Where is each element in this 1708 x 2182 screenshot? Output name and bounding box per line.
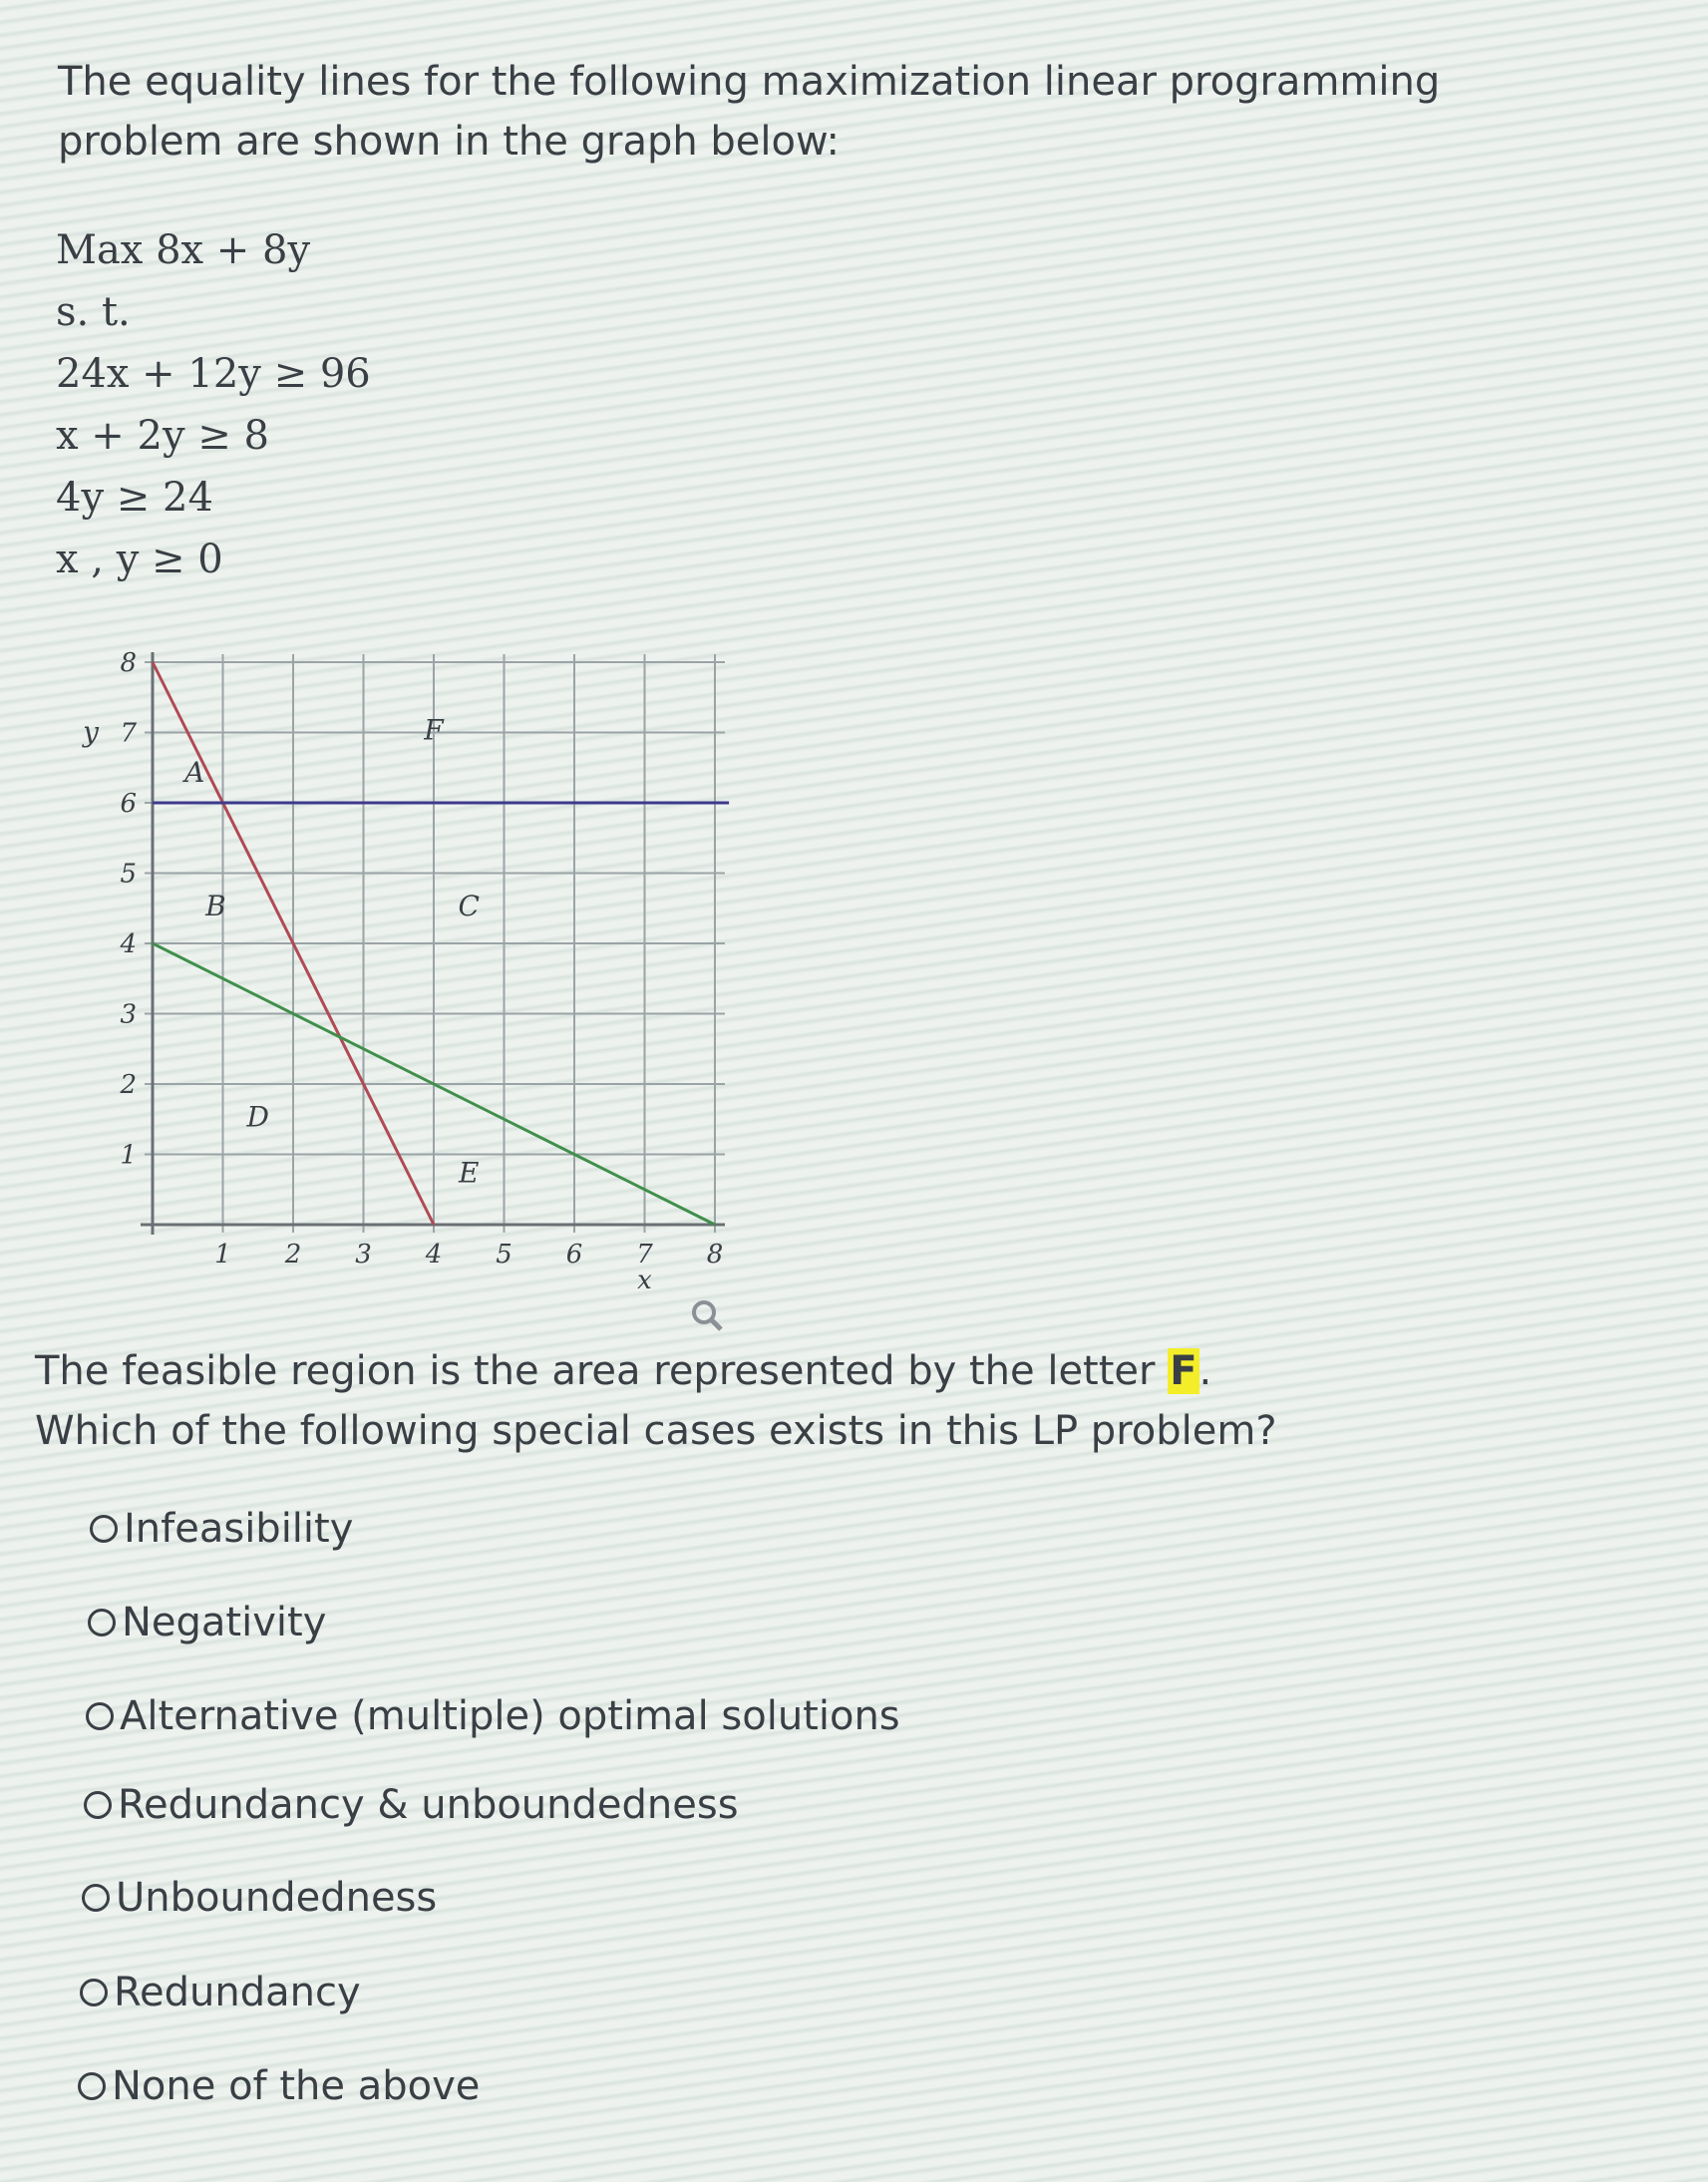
x-tick-label: 2 (284, 1240, 302, 1270)
radio-icon[interactable] (88, 1609, 116, 1636)
radio-icon[interactable] (78, 2072, 106, 2100)
option-label: Redundancy & unboundedness (118, 1782, 739, 1828)
option-redundancy-unboundedness[interactable] (84, 1782, 739, 1828)
option-label: Unboundedness (116, 1875, 438, 1921)
y-tick-label: 2 (120, 1070, 137, 1100)
radio-icon[interactable] (90, 1515, 118, 1543)
feasible-text: The feasible region is the area represented by the letter (35, 1348, 1169, 1394)
x-tick-label: 4 (425, 1240, 443, 1270)
subject-to: s. t. (56, 289, 131, 335)
region-label-f: F (424, 713, 444, 747)
option-label: None of the above (112, 2063, 481, 2109)
y-tick-label: 5 (120, 859, 137, 890)
region-label-e: E (459, 1156, 480, 1190)
x-tick-label: 1 (214, 1240, 231, 1270)
y-tick-label: 4 (120, 929, 137, 959)
region-label-a: A (184, 755, 205, 789)
y-axis-label: y (83, 715, 99, 749)
region-label-b: B (205, 889, 226, 922)
question-intro: The equality lines for the following maximization linear programming problem are shown in the graph below: (58, 59, 1441, 165)
x-tick-label: 8 (706, 1240, 724, 1270)
region-label-c: C (458, 889, 480, 922)
radio-icon[interactable] (86, 1702, 114, 1730)
option-negativity[interactable] (88, 1600, 326, 1645)
option-label: Alternative (multiple) optimal solutions (120, 1693, 900, 1739)
constraint-1: 24x + 12y ≥ 96 (56, 351, 371, 397)
feasible-letter: F (1170, 1348, 1197, 1394)
radio-icon[interactable] (84, 1791, 112, 1819)
nonnegativity: x , y ≥ 0 (56, 537, 223, 582)
region-label-d: D (246, 1100, 269, 1134)
x-tick-label: 5 (496, 1240, 512, 1270)
y-tick-label: 3 (120, 999, 137, 1030)
option-alternative-optimal[interactable] (86, 1693, 900, 1739)
option-none[interactable] (78, 2063, 480, 2109)
constraint-2: x + 2y ≥ 8 (56, 413, 269, 459)
x-tick-label: 7 (636, 1240, 653, 1270)
period: . (1198, 1348, 1212, 1394)
option-infeasibility[interactable] (90, 1506, 353, 1552)
radio-icon[interactable] (80, 1979, 108, 2006)
option-label: Redundancy (114, 1970, 361, 2015)
y-tick-label: 1 (120, 1140, 137, 1171)
option-label: Infeasibility (124, 1506, 354, 1552)
constraint-3: 4y ≥ 24 (56, 475, 213, 521)
objective: Max 8x + 8y (56, 227, 311, 273)
x-tick-label: 6 (565, 1240, 583, 1270)
question-prompt: Which of the following special cases exists in this LP problem? (35, 1408, 1277, 1454)
y-tick-label: 8 (120, 648, 137, 678)
magnifier-icon[interactable] (688, 1296, 728, 1336)
lp-graph (60, 638, 758, 1296)
y-tick-label: 7 (120, 718, 137, 749)
feasible-statement (35, 1348, 1211, 1394)
option-label: Negativity (122, 1600, 327, 1645)
option-unboundedness[interactable] (82, 1875, 437, 1921)
x-tick-label: 3 (355, 1240, 372, 1270)
radio-icon[interactable] (82, 1884, 110, 1912)
x-axis-label: x (637, 1266, 652, 1295)
y-tick-label: 6 (120, 789, 137, 819)
option-redundancy[interactable] (80, 1970, 361, 2015)
